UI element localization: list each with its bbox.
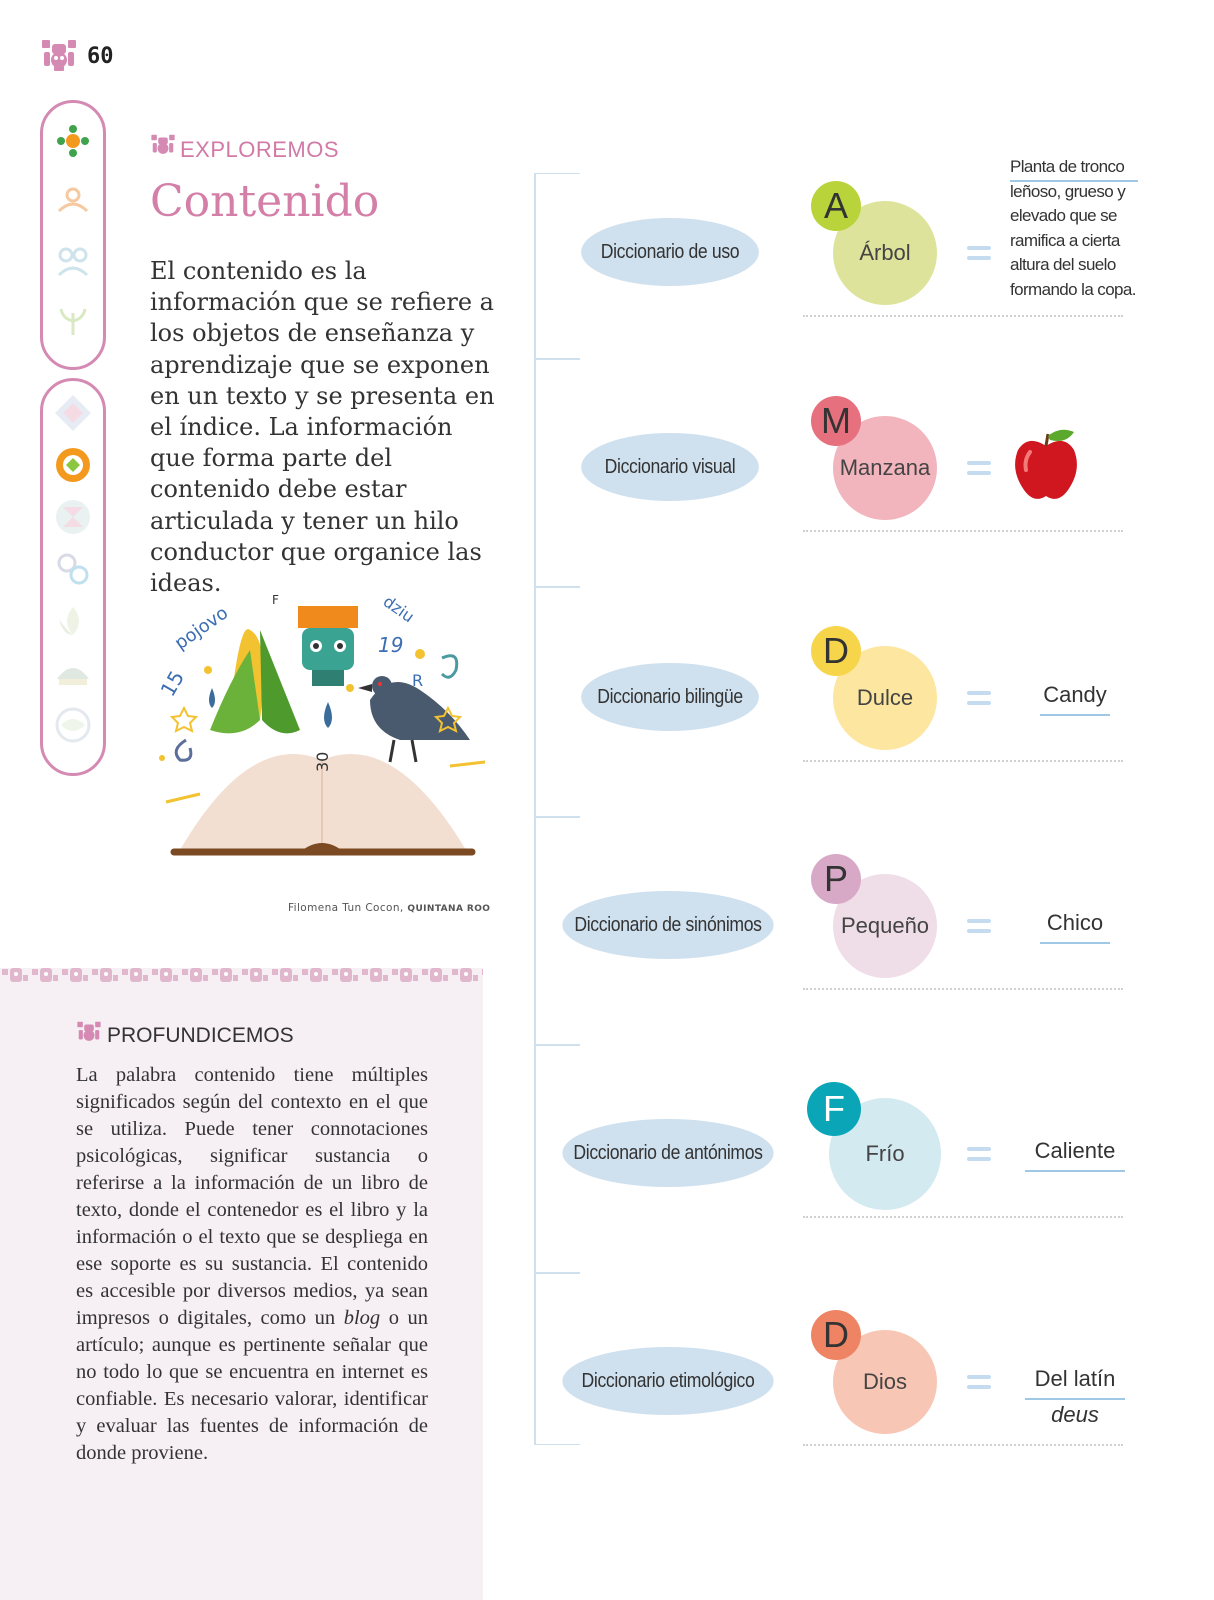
word-circle: Manzana bbox=[833, 416, 937, 520]
letter-circle: F bbox=[807, 1082, 861, 1136]
word-circle: Árbol bbox=[833, 201, 937, 305]
illustration-word: 30 bbox=[313, 751, 332, 772]
letter-circle: P bbox=[811, 854, 861, 904]
sidebar-icon-group-2 bbox=[40, 378, 106, 776]
word-circle: Frío bbox=[829, 1098, 941, 1210]
illustration-word: pojovo bbox=[170, 602, 233, 655]
letter-circle: D bbox=[811, 626, 861, 676]
credit-place: QUINTANA ROO bbox=[407, 904, 491, 914]
figures-icon[interactable] bbox=[53, 241, 93, 281]
page-title: Contenido bbox=[150, 176, 380, 227]
letter-circle: A bbox=[811, 181, 861, 231]
result-underline bbox=[1040, 942, 1110, 944]
dictionary-type-pill: Diccionario de sinónimos bbox=[562, 891, 773, 959]
word-circle: Pequeño bbox=[833, 874, 937, 978]
dictionary-row bbox=[555, 828, 1155, 1028]
target-icon[interactable] bbox=[53, 445, 93, 485]
letter-circle: M bbox=[811, 396, 861, 446]
result-text: Caliente bbox=[1034, 1138, 1116, 1163]
image-credit bbox=[288, 902, 490, 914]
ornament-glyph-icon bbox=[40, 38, 78, 72]
dictionary-row bbox=[555, 1056, 1155, 1256]
dictionary-type-pill: Diccionario visual bbox=[581, 433, 759, 501]
dictionary-type-pill: Diccionario etimológico bbox=[562, 1347, 773, 1415]
result-italic-text: deus bbox=[1051, 1402, 1099, 1427]
word-circle: Dulce bbox=[833, 646, 937, 750]
apple-icon bbox=[1010, 426, 1082, 504]
dictionary-type-pill: Diccionario de uso bbox=[581, 218, 759, 286]
dictionary-type-pill: Diccionario de antónimos bbox=[562, 1119, 773, 1187]
dictionary-row bbox=[555, 1284, 1155, 1484]
circles-icon[interactable] bbox=[53, 549, 93, 589]
letter-circle: D bbox=[811, 1310, 861, 1360]
content-paragraph: El contenido es la información que se refiere a los objetos de enseñanza y aprendizaje que se exponen en un texto y se presenta en el índice. La información que forma parte del contenido debe estar articulada y tener un hilo conductor que organice las ideas. bbox=[150, 257, 495, 598]
illustration-word: F bbox=[272, 593, 279, 607]
section-label-explore: EXPLOREMOS bbox=[180, 137, 340, 162]
page-number: 60 bbox=[87, 44, 114, 69]
row-divider bbox=[803, 1444, 1123, 1446]
shell-icon[interactable] bbox=[53, 653, 93, 693]
definition-text: Planta de tronco leñoso, grueso y elevado que se ramifica a cierta altura del suelo formando la copa. bbox=[1010, 157, 1136, 299]
dictionary-row bbox=[555, 600, 1155, 800]
illustration-word: R bbox=[412, 671, 424, 690]
result-underline bbox=[1025, 1398, 1125, 1400]
flower-icon[interactable] bbox=[53, 121, 93, 161]
book-illustration bbox=[150, 590, 495, 885]
credit-name: Filomena Tun Cocon, bbox=[288, 902, 408, 914]
section-label-deepen: PROFUNDICEMOS bbox=[107, 1024, 294, 1047]
illustration-word: dziu bbox=[379, 591, 418, 627]
row-divider bbox=[803, 988, 1123, 990]
result-underline bbox=[1040, 714, 1110, 716]
sun-figure-icon[interactable] bbox=[53, 181, 93, 221]
illustration-word: 19 bbox=[378, 633, 404, 657]
illustration-word: 15 bbox=[155, 666, 190, 701]
eye-icon[interactable] bbox=[53, 705, 93, 745]
word-circle: Dios bbox=[833, 1330, 937, 1434]
plant-icon[interactable] bbox=[53, 299, 93, 339]
deepen-text-italic: blog bbox=[343, 1307, 381, 1329]
result-text: Chico bbox=[1046, 910, 1104, 935]
sidebar-icon-group-1 bbox=[40, 100, 106, 370]
dictionary-type-pill: Diccionario bilingüe bbox=[581, 663, 759, 731]
ornament-glyph-icon bbox=[150, 133, 176, 157]
deepen-paragraph bbox=[76, 1062, 428, 1467]
lotus-icon[interactable] bbox=[53, 601, 93, 641]
deepen-text-part: La palabra contenido tiene múltiples significados según del contexto en el que se utiliza. Puede tener connotaciones psicológicas, significar sustancia o referirse a la información de un libro de texto, donde el contenedor es el libro y la información o el texto que se despliega en ese soporte es su sustancia. El contenido es accesible por diversos medios, ya sean impresos o digitales, como un bbox=[76, 1064, 428, 1329]
result-text: Candy bbox=[1043, 682, 1107, 707]
hourglass-icon[interactable] bbox=[53, 497, 93, 537]
row-divider bbox=[803, 760, 1123, 762]
result-underline bbox=[1025, 1170, 1125, 1172]
dictionary-row bbox=[555, 370, 1155, 570]
star-diamond-icon[interactable] bbox=[53, 393, 93, 433]
row-divider bbox=[803, 530, 1123, 532]
ornament-glyph-icon bbox=[76, 1020, 102, 1044]
result-text: Del latín bbox=[1034, 1366, 1116, 1391]
ornament-border bbox=[0, 966, 483, 986]
row-divider bbox=[803, 315, 1123, 317]
row-divider bbox=[803, 1216, 1123, 1218]
deepen-text-part: o un artículo; aunque es pertinente señalar que no todo lo que se encuentra en internet es confiable. Es necesario valorar, identificar y evaluar las fuentes de información de donde proviene. bbox=[76, 1307, 429, 1464]
